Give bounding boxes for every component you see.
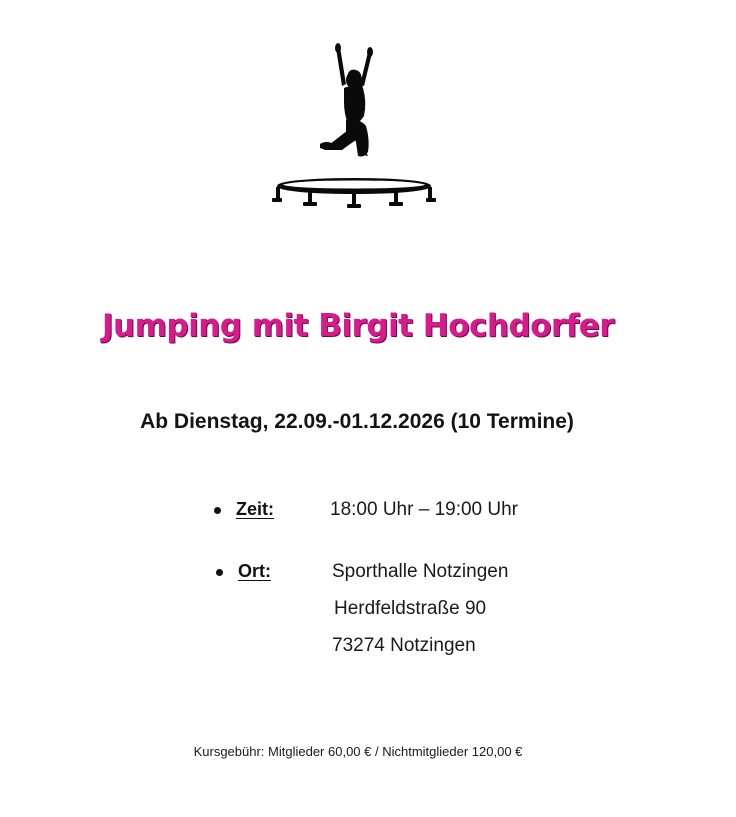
- trampoline-jumper-icon: [268, 40, 438, 216]
- event-title: Jumping mit Birgit Hochdorfer: [101, 308, 615, 344]
- jumper-silhouette: [320, 43, 373, 157]
- location-line: 73274 Notzingen: [332, 635, 476, 656]
- bullet-point-icon: [216, 569, 223, 576]
- location-label: Ort:: [238, 561, 271, 581]
- location-line: Sporthalle Notzingen: [332, 561, 509, 582]
- trampoline: [272, 179, 436, 208]
- bullet-point-icon: [214, 507, 221, 514]
- location-line: Herdfeldstraße 90: [334, 598, 487, 619]
- course-fee: Kursgebühr: Mitglieder 60,00 € / Nichtmitglieder 120,00 €: [193, 744, 523, 759]
- event-dates: Ab Dienstag, 22.09.-01.12.2026 (10 Termine): [140, 410, 574, 433]
- time-label: Zeit:: [236, 499, 274, 519]
- time-value: 18:00 Uhr – 19:00 Uhr: [330, 499, 519, 520]
